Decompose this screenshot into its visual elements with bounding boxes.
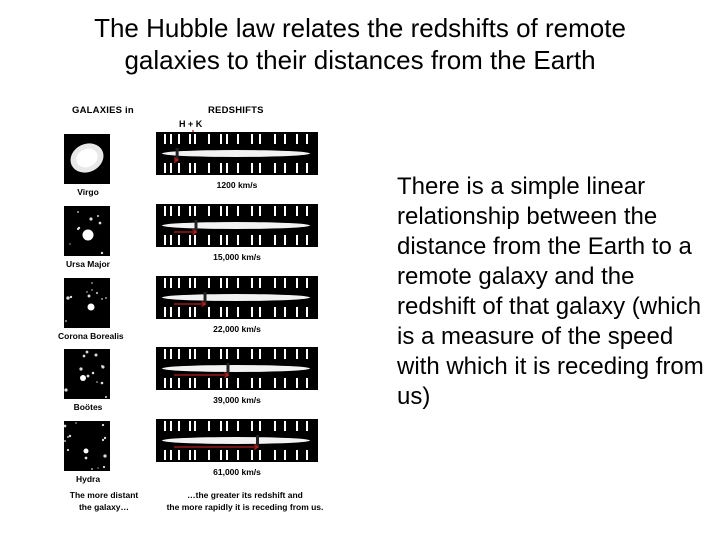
hubble-redshift-figure <box>58 100 338 520</box>
galaxy-image-virgo <box>64 134 110 184</box>
spectrum-hydra <box>156 419 318 462</box>
galaxy-name-bo-tes: Boötes <box>73 402 103 412</box>
hk-label: H + K <box>179 119 203 129</box>
speed-label-bo-tes: 39,000 km/s <box>213 395 261 405</box>
spectrum-virgo <box>156 132 318 175</box>
galaxy-name-ursa-major: Ursa Major <box>66 259 110 269</box>
spectrum-corona-borealis <box>156 276 318 319</box>
galaxy-image-ursa-major <box>64 206 110 256</box>
galaxy-name-corona-borealis: Corona Borealis <box>58 331 124 341</box>
galaxy-name-hydra: Hydra <box>75 474 101 484</box>
slide-title <box>20 12 700 76</box>
galaxy-image-bo-tes <box>64 349 110 399</box>
footer-left-line-2: the galaxy… <box>78 502 130 512</box>
footer-right-line-1: …the greater its redshift and <box>187 490 303 500</box>
redshifts-header: REDSHIFTS <box>208 105 264 116</box>
footer-left-line-1: The more distant <box>69 490 139 500</box>
spectrum-bo-tes <box>156 347 318 390</box>
spectrum-ursa-major <box>156 204 318 247</box>
galaxy-name-virgo: Virgo <box>77 187 99 197</box>
slide-title-line-2: galaxies to their distances from the Earth <box>124 45 596 75</box>
footer-right <box>150 489 340 513</box>
galaxy-image-corona-borealis <box>64 278 110 328</box>
speed-label-corona-borealis: 22,000 km/s <box>213 324 261 334</box>
galaxies-header: GALAXIES in <box>72 105 134 116</box>
body-text: There is a simple linear relationship between the distance from the Earth to a remote galaxy and the redshift of that galaxy (which is a measure of the speed with which it is receding from us) <box>397 173 704 410</box>
footer-right-line-2: the more rapidly it is receding from us. <box>166 502 324 512</box>
speed-label-hydra: 61,000 km/s <box>213 467 261 477</box>
speed-label-ursa-major: 15,000 km/s <box>213 252 261 262</box>
speed-label-virgo: 1200 km/s <box>216 180 258 190</box>
galaxy-image-hydra <box>64 421 110 471</box>
footer-left <box>62 489 146 513</box>
slide-title-line-1: The Hubble law relates the redshifts of remote <box>94 13 626 43</box>
